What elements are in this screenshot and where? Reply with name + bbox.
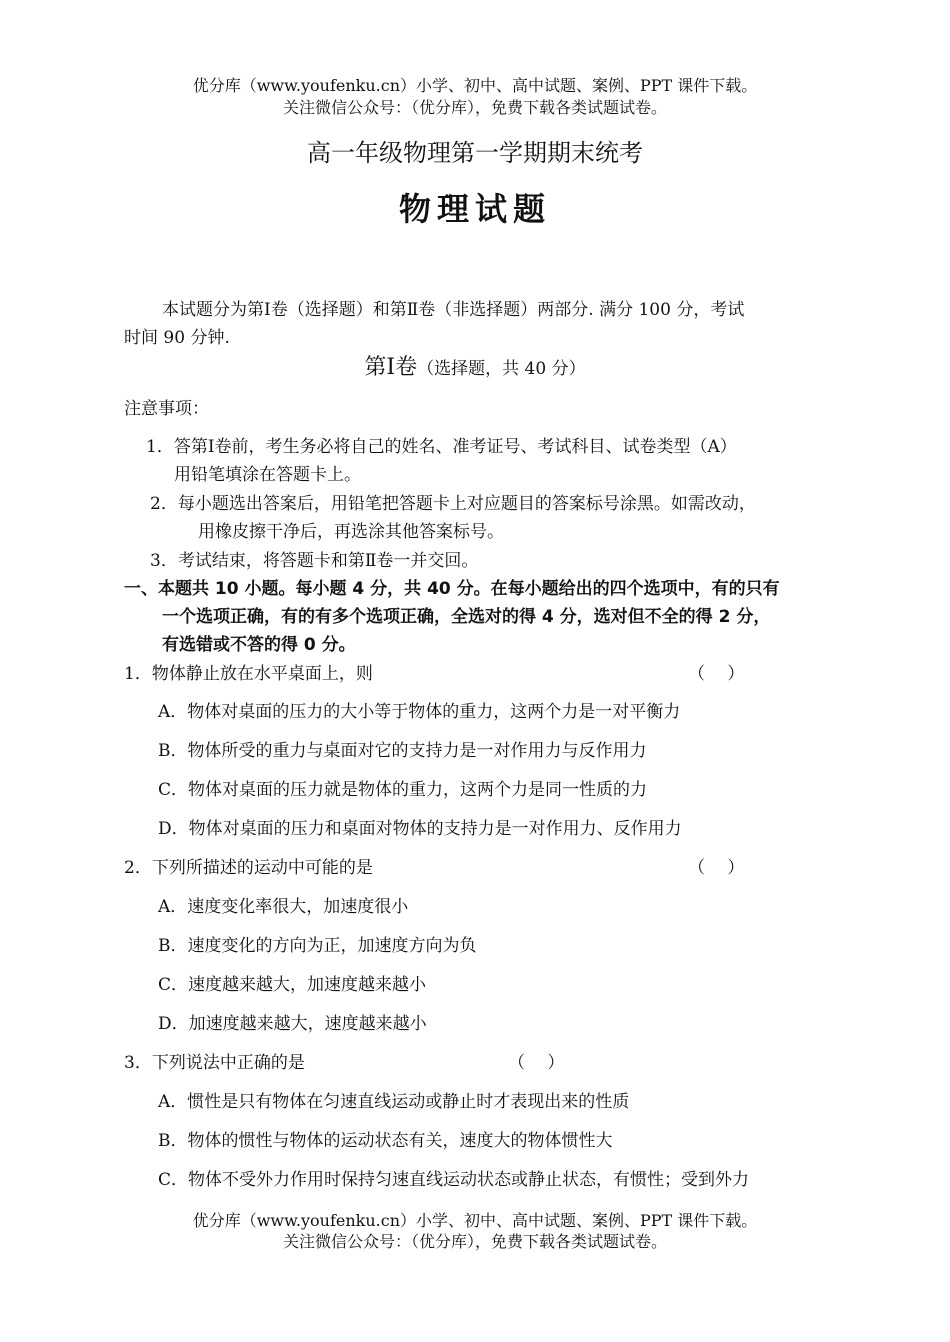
section-heading bbox=[0, 354, 950, 383]
question-3-stem: 3．下列说法中正确的是 bbox=[124, 1053, 305, 1073]
exam-subtitle: 高一年级物理第一学期期末统考 bbox=[307, 139, 643, 167]
header-line-1: 优分库（www.youfenku.cn）小学、初中、高中试题、案例、PPT 课件下载。 bbox=[192, 76, 758, 95]
question-3-option-c: C．物体不受外力作用时保持匀速直线运动状态或静止状态，有惯性；受到外力 bbox=[158, 1170, 750, 1190]
notice-item-1-line-2: 用铅笔填涂在答题卡上。 bbox=[174, 465, 361, 485]
question-1-stem: 1．物体静止放在水平桌面上，则 bbox=[124, 664, 373, 684]
question-1-answer-bracket: （ ） bbox=[688, 664, 745, 684]
question-3-option-a: A．惯性是只有物体在匀速直线运动或静止时才表现出来的性质 bbox=[158, 1092, 630, 1112]
intro-line-1: 本试题分为第Ⅰ卷（选择题）和第Ⅱ卷（非选择题）两部分. 满分 100 分，考试 bbox=[162, 300, 745, 320]
question-1-option-b: B．物体所受的重力与桌面对它的支持力是一对作用力与反作用力 bbox=[158, 741, 647, 761]
question-3-answer-bracket: （ ） bbox=[508, 1053, 565, 1073]
header-line-2: 关注微信公众号：（优分库），免费下载各类试题试卷。 bbox=[282, 98, 667, 117]
question-2-option-b: B．速度变化的方向为正，加速度方向为负 bbox=[158, 936, 477, 956]
notice-heading: 注意事项： bbox=[124, 399, 209, 419]
section-heading-note: （选择题，共 40 分） bbox=[417, 359, 586, 379]
question-3-option-b: B．物体的惯性与物体的运动状态有关，速度大的物体惯性大 bbox=[158, 1131, 613, 1151]
notice-item-2-line-2: 用橡皮擦干净后，再选涂其他答案标号。 bbox=[198, 522, 504, 542]
notice-item-1-line-1: 1．答第Ⅰ卷前，考生务必将自己的姓名、准考证号、考试科目、试卷类型（A） bbox=[146, 437, 737, 457]
question-2-answer-bracket: （ ） bbox=[688, 858, 745, 878]
part1-instruction-line-2: 一个选项正确，有的有多个选项正确，全选对的得 4 分，选对但不全的得 2 分， bbox=[162, 607, 771, 627]
part1-instruction-line-3: 有选错或不答的得 0 分。 bbox=[162, 635, 356, 655]
footer-line-2: 关注微信公众号：（优分库），免费下载各类试题试卷。 bbox=[282, 1232, 667, 1251]
footer-line-1: 优分库（www.youfenku.cn）小学、初中、高中试题、案例、PPT 课件下载。 bbox=[192, 1211, 758, 1230]
intro-line-2: 时间 90 分钟. bbox=[124, 328, 230, 348]
exam-title: 物理试题 bbox=[398, 190, 551, 228]
question-2-option-a: A．速度变化率很大，加速度很小 bbox=[158, 897, 409, 917]
question-2-option-d: D．加速度越来越大，速度越来越小 bbox=[158, 1014, 427, 1034]
part1-instruction-line-1: 一、本题共 10 小题。每小题 4 分，共 40 分。在每小题给出的四个选项中，有的只有 bbox=[124, 579, 780, 599]
question-1-option-c: C．物体对桌面的压力就是物体的重力，这两个力是同一性质的力 bbox=[158, 780, 648, 800]
question-1-option-a: A．物体对桌面的压力的大小等于物体的重力，这两个力是一对平衡力 bbox=[158, 702, 681, 722]
question-1-option-d: D．物体对桌面的压力和桌面对物体的支持力是一对作用力、反作用力 bbox=[158, 819, 682, 839]
notice-item-3: 3．考试结束，将答题卡和第Ⅱ卷一并交回。 bbox=[150, 551, 479, 571]
question-2-option-c: C．速度越来越大，加速度越来越小 bbox=[158, 975, 427, 995]
question-2-stem: 2．下列所描述的运动中可能的是 bbox=[124, 858, 373, 878]
notice-item-2-line-1: 2．每小题选出答案后，用铅笔把答题卡上对应题目的答案标号涂黑。如需改动， bbox=[150, 494, 756, 514]
section-heading-main: 第Ⅰ卷 bbox=[364, 355, 418, 380]
